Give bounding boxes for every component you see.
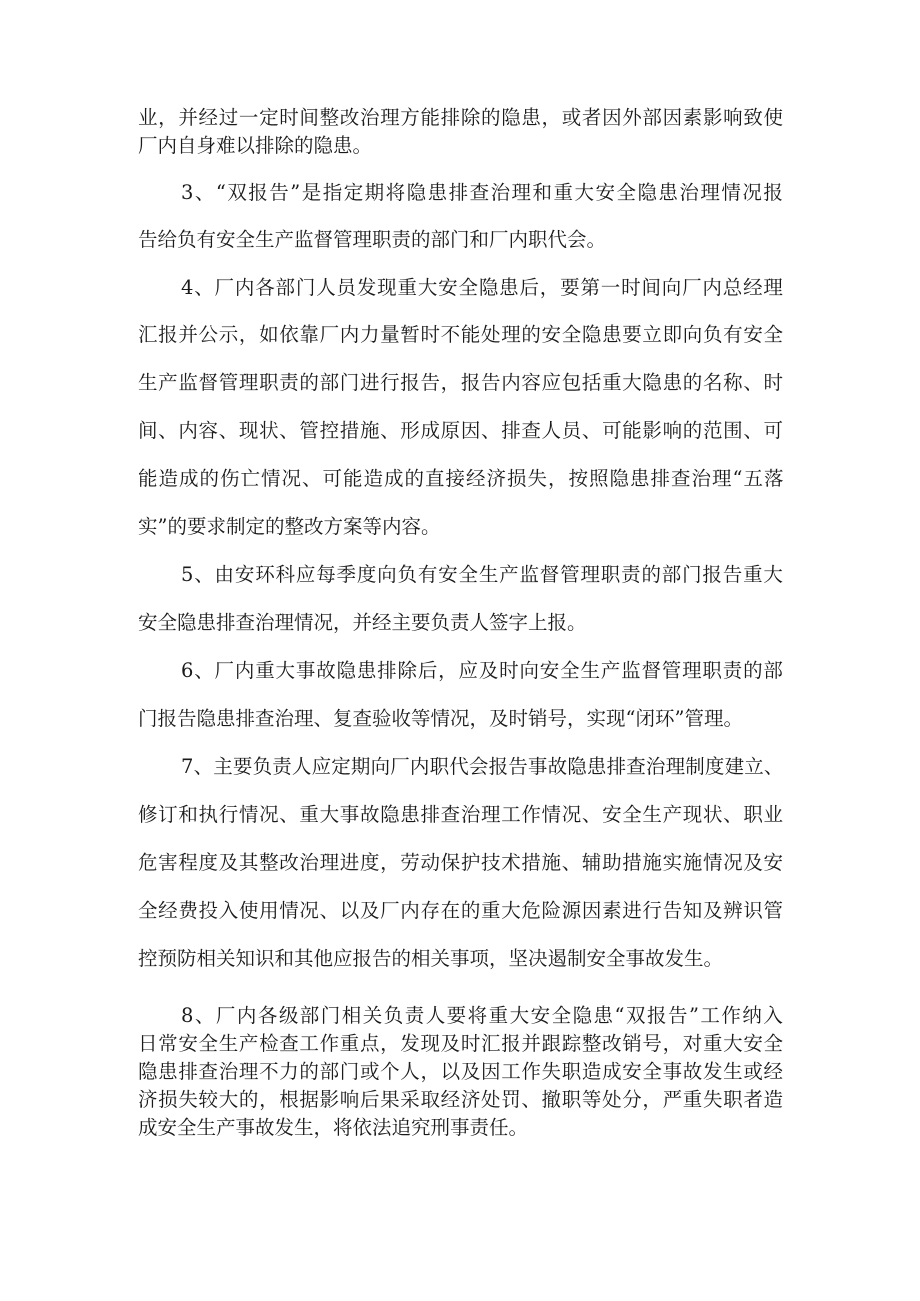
text-line: 济损失较大的，根据影响后果采取经济处罚、撤职等处分，严重失职者造: [138, 1088, 784, 1111]
paragraph-7-first-line: 7、主要负责人应定期向厂内职代会报告事故隐患排查治理制度建立、: [181, 755, 784, 778]
text-line: 能造成的伤亡情况、可能造成的直接经济损失，按照隐患排查治理“五落: [138, 467, 785, 490]
paragraph-8-first-line: 8、厂内各级部门相关负责人要将重大安全隐患“双报告”工作纳入: [181, 1004, 785, 1027]
text-line: 业，并经过一定时间整改治理方能排除的隐患，或者因外部因素影响致使: [138, 106, 784, 129]
text-line: 间、内容、现状、管控措施、形成原因、排查人员、可能影响的范围、可: [138, 419, 784, 442]
text-line: 隐患排查治理不力的部门或个人，以及因工作失职造成安全事故发生或经: [138, 1060, 784, 1083]
text-line: 告给负有安全生产监督管理职责的部门和厂内职代会。: [138, 228, 607, 251]
text-line: 厂内自身难以排除的隐患。: [138, 134, 373, 157]
text-line: 控预防相关知识和其他应报告的相关事项，坚决遏制安全事故发生。: [138, 947, 724, 970]
text-line: 实”的要求制定的整改方案等内容。: [138, 515, 441, 538]
text-line: 修订和执行情况、重大事故隐患排查治理工作情况、安全生产现状、职业: [138, 803, 784, 826]
paragraph-3-first-line: 3、“双报告”是指定期将隐患排查治理和重大安全隐患治理情况报: [181, 181, 785, 204]
text-line: 汇报并公示，如依靠厂内力量暂时不能处理的安全隐患要立即向负有安全: [138, 323, 784, 346]
paragraph-4-first-line: 4、厂内各部门人员发现重大安全隐患后，要第一时间向厂内总经理: [181, 276, 784, 299]
text-line: 门报告隐患排查治理、复查验收等情况，及时销号，实现“闭环”管理。: [138, 707, 743, 730]
text-line: 安全隐患排查治理情况，并经主要负责人签字上报。: [138, 611, 587, 634]
text-line: 成安全生产事故发生，将依法追究刑事责任。: [138, 1116, 529, 1139]
text-line: 生产监督管理职责的部门进行报告，报告内容应包括重大隐患的名称、时: [138, 371, 784, 394]
paragraph-6-first-line: 6、厂内重大事故隐患排除后，应及时向安全生产监督管理职责的部: [181, 659, 784, 682]
paragraph-5-first-line: 5、由安环科应每季度向负有安全生产监督管理职责的部门报告重大: [181, 563, 784, 586]
text-line: 日常安全生产检查工作重点，发现及时汇报并跟踪整改销号，对重大安全: [138, 1032, 784, 1055]
text-line: 危害程度及其整改治理进度，劳动保护技术措施、辅助措施实施情况及安: [138, 851, 784, 874]
text-line: 全经费投入使用情况、以及厂内存在的重大危险源因素进行告知及辨识管: [138, 899, 784, 922]
